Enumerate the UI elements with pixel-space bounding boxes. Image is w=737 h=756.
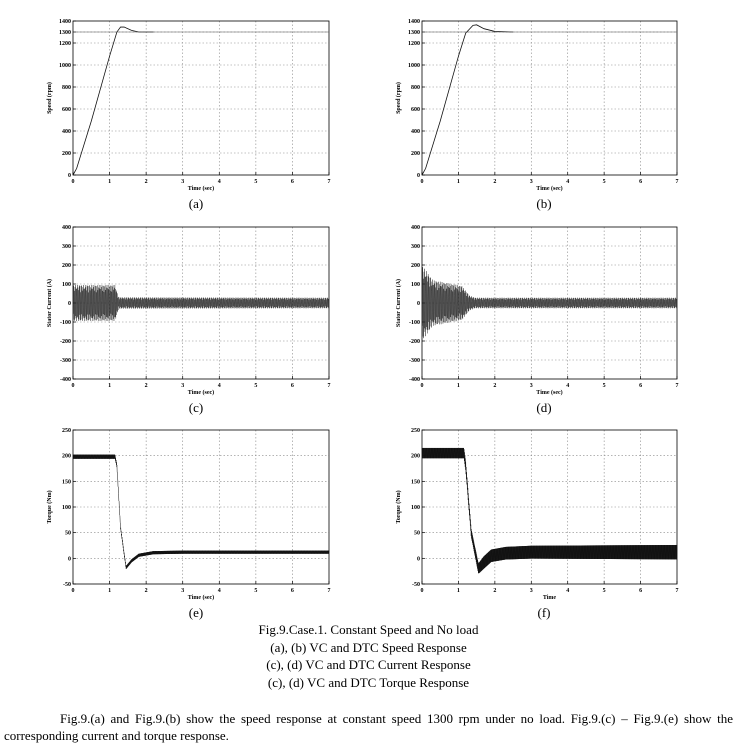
chart-d-xtick-label-5: 5: [602, 383, 606, 389]
chart-a-series-0: [73, 27, 153, 175]
chart-e-ytick-label-3: 100: [62, 505, 71, 511]
chart-a-ylabel: Speed (rpm): [47, 82, 53, 114]
chart-c-ytick-label-4: 0: [68, 301, 71, 307]
chart-b-xtick-label-0: 0: [420, 179, 424, 185]
chart-b-xtick-label-4: 4: [566, 179, 570, 185]
chart-c-xtick-label-2: 2: [144, 383, 148, 389]
chart-d-ytick-label-3: -100: [409, 320, 420, 326]
chart-e-xtick-label-3: 3: [181, 588, 185, 594]
chart-b-xtick-label-5: 5: [602, 179, 606, 185]
chart-a-ytick-label-7: 1300: [59, 30, 71, 36]
chart-f-xtick-label-6: 6: [639, 588, 643, 594]
chart-b-ylabel: Speed (rpm): [396, 82, 402, 114]
chart-a-panel-label: (a): [188, 196, 204, 211]
chart-a-xtick-label-5: 5: [254, 179, 258, 185]
chart-d-xtick-label-1: 1: [456, 383, 460, 389]
chart-e-xtick-label-4: 4: [217, 588, 221, 594]
chart-f-series-0: [422, 448, 677, 574]
chart-c-ytick-label-7: 300: [62, 244, 71, 250]
chart-c-ylabel: Stator Current (A): [47, 278, 53, 328]
chart-a-ytick-label-3: 600: [62, 107, 71, 113]
chart-f-xtick-label-4: 4: [566, 588, 570, 594]
chart-f-xtick-label-0: 0: [420, 588, 424, 594]
chart-d-panel-label: (d): [536, 400, 552, 415]
chart-b-ytick-label-8: 1400: [408, 19, 420, 25]
chart-a-ytick-label-6: 1200: [59, 41, 71, 47]
chart-a-ytick-label-5: 1000: [59, 63, 71, 69]
chart-f-ytick-label-1: 0: [417, 556, 420, 563]
chart-f-ytick-label-2: 50: [414, 530, 420, 537]
chart-e-panel-label: (e): [188, 605, 204, 620]
chart-d-xtick-label-4: 4: [566, 383, 570, 389]
figure-caption-title: Fig.9.Case.1. Constant Speed and No load: [258, 622, 479, 637]
chart-a-xtick-label-0: 0: [71, 179, 75, 185]
chart-f-ytick-label-6: 250: [411, 428, 420, 434]
chart-b-ytick-label-2: 400: [411, 129, 420, 135]
chart-f-ylabel: Torque (Nm): [396, 490, 402, 524]
chart-a-axes-box: [73, 21, 329, 175]
chart-f-xtick-label-1: 1: [456, 588, 460, 594]
chart-b-xtick-label-7: 7: [675, 179, 679, 185]
chart-b-xtick-label-6: 6: [639, 179, 643, 185]
chart-a-xtick-label-7: 7: [327, 179, 331, 185]
chart-c-xtick-label-6: 6: [290, 383, 294, 389]
chart-c-ytick-label-5: 100: [62, 282, 71, 288]
figure-caption-line-current: (c), (d) VC and DTC Current Response: [266, 657, 471, 672]
chart-c-panel-label: (c): [188, 400, 204, 415]
chart-a-xlabel: Time (sec): [187, 186, 215, 192]
chart-f-xtick-label-5: 5: [602, 588, 606, 594]
chart-c-xtick-label-1: 1: [108, 383, 112, 389]
chart-e-ytick-label-5: 200: [62, 453, 71, 460]
figure-caption-line-speed: (a), (b) VC and DTC Speed Response: [270, 640, 467, 655]
chart-c-xtick-label-5: 5: [254, 383, 258, 389]
chart-b-ytick-label-1: 200: [411, 151, 420, 157]
chart-d-series-0: [422, 267, 677, 338]
body-paragraph-text: Fig.9.(a) and Fig.9.(b) show the speed response at constant speed 1300 rpm under no load. Fig.9.(c) – Fig.9.(e) show the corresponding current and torque response.: [4, 711, 733, 743]
chart-e-xtick-label-5: 5: [254, 588, 258, 594]
chart-c-xtick-label-4: 4: [217, 383, 221, 389]
chart-c-series-0: [73, 285, 329, 321]
chart-e-ytick-label-1: 0: [68, 556, 71, 563]
chart-e-xtick-label-7: 7: [327, 588, 331, 594]
chart-f-ytick-label-3: 100: [411, 505, 420, 511]
chart-b-ytick-label-6: 1200: [408, 41, 420, 47]
chart-c-ytick-label-0: -400: [60, 377, 71, 383]
chart-f-panel-label: (f): [537, 605, 551, 620]
chart-a-xtick-label-3: 3: [181, 179, 185, 185]
chart-d-xtick-label-0: 0: [420, 383, 424, 389]
chart-b-ytick-label-5: 1000: [408, 63, 420, 69]
chart-a-xtick-label-4: 4: [217, 179, 221, 185]
chart-a-ytick-label-0: 0: [68, 173, 71, 179]
chart-a-xtick-label-2: 2: [144, 179, 148, 185]
chart-d-xtick-label-3: 3: [529, 383, 533, 389]
chart-c-xtick-label-3: 3: [181, 383, 185, 389]
chart-b-xtick-label-1: 1: [456, 179, 460, 185]
chart-e-ytick-label-0: -50: [63, 582, 71, 588]
chart-d-ylabel: Stator Current (A): [396, 278, 402, 328]
chart-d-ytick-label-4: 0: [417, 301, 420, 307]
chart-e-ytick-label-6: 250: [62, 428, 71, 434]
figure-caption-line-torque: (c), (d) VC and DTC Torque Response: [267, 675, 470, 690]
chart-f-xtick-label-3: 3: [529, 588, 533, 594]
chart-c-xlabel: Time (sec): [187, 390, 215, 396]
chart-a-ytick-label-8: 1400: [59, 19, 71, 25]
chart-b-panel-label: (b): [536, 196, 552, 211]
chart-c-xtick-label-7: 7: [327, 383, 331, 389]
chart-a-ytick-label-4: 800: [62, 85, 71, 91]
chart-f-xtick-label-2: 2: [493, 588, 497, 594]
body-paragraph: [4, 710, 733, 744]
chart-e-ytick-label-4: 150: [62, 479, 71, 486]
chart-d-ytick-label-5: 100: [411, 282, 420, 288]
chart-b-ytick-label-0: 0: [417, 173, 420, 179]
chart-d-ytick-label-7: 300: [411, 244, 420, 250]
chart-e-xtick-label-2: 2: [144, 588, 148, 594]
chart-e-xlabel: Time (sec): [187, 595, 215, 601]
chart-b-series-0: [422, 25, 513, 175]
chart-b-xtick-label-2: 2: [493, 179, 497, 185]
chart-d-xtick-label-6: 6: [639, 383, 643, 389]
chart-f-ytick-label-0: -50: [412, 582, 420, 588]
chart-d-ytick-label-8: 400: [411, 225, 420, 231]
chart-c-ytick-label-2: -200: [60, 339, 71, 345]
chart-d-xtick-label-7: 7: [675, 383, 679, 389]
chart-a-ytick-label-1: 200: [62, 151, 71, 157]
chart-f-xtick-label-7: 7: [675, 588, 679, 594]
chart-e-series-0: [73, 455, 329, 569]
chart-f-ytick-label-4: 150: [411, 479, 420, 486]
chart-a-xtick-label-6: 6: [290, 179, 294, 185]
chart-b-ytick-label-7: 1300: [408, 30, 420, 36]
chart-b-ytick-label-3: 600: [411, 107, 420, 113]
chart-b-xtick-label-3: 3: [529, 179, 533, 185]
chart-c-ytick-label-6: 200: [62, 263, 71, 269]
chart-d-xtick-label-2: 2: [493, 383, 497, 389]
chart-d-ytick-label-1: -300: [409, 358, 420, 364]
chart-b-ytick-label-4: 800: [411, 85, 420, 91]
chart-c-ytick-label-8: 400: [62, 225, 71, 231]
chart-c-ytick-label-1: -300: [60, 358, 71, 364]
chart-d-ytick-label-0: -400: [409, 377, 420, 383]
chart-e-ytick-label-2: 50: [65, 530, 71, 537]
chart-f-ytick-label-5: 200: [411, 453, 420, 460]
chart-a-xtick-label-1: 1: [108, 179, 112, 185]
chart-d-ytick-label-2: -200: [409, 339, 420, 345]
chart-e-ylabel: Torque (Nm): [47, 490, 53, 524]
chart-d-xlabel: Time (sec): [536, 390, 563, 396]
chart-c-xtick-label-0: 0: [71, 383, 75, 389]
chart-c-ytick-label-3: -100: [60, 320, 71, 326]
chart-b-axes-box: [422, 21, 677, 175]
chart-e-xtick-label-1: 1: [108, 588, 112, 594]
chart-d-ytick-label-6: 200: [411, 263, 420, 269]
chart-b-xlabel: Time (sec): [536, 186, 563, 192]
chart-e-xtick-label-6: 6: [290, 588, 294, 594]
chart-a-ytick-label-2: 400: [62, 129, 71, 135]
chart-e-xtick-label-0: 0: [71, 588, 75, 594]
chart-f-xlabel: Time: [542, 595, 557, 601]
